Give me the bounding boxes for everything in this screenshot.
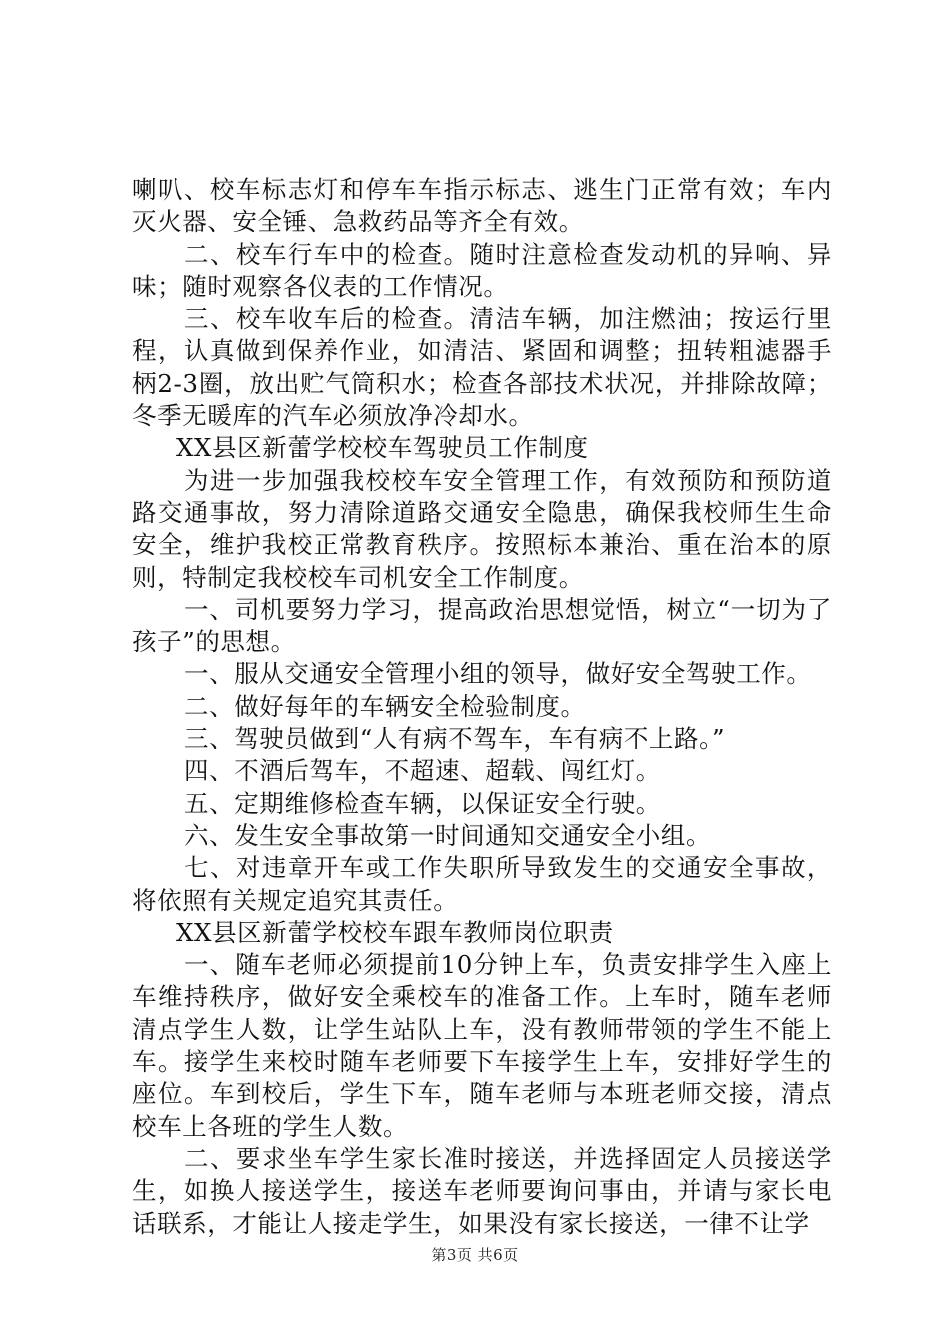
list-item-driver-5: 四、不酒后驾车，不超速、超载、闯红灯。 xyxy=(184,756,661,786)
section-title-teacher-duties: XX县区新蕾学校校车跟车教师岗位职责 xyxy=(176,917,614,947)
list-item-driver-3: 二、做好每年的车辆安全检验制度。 xyxy=(184,691,586,721)
list-item-driver-4: 三、驾驶员做到“人有病不驾车，车有病不上路。” xyxy=(184,724,726,754)
paragraph-inspection-after: 三、校车收车后的检查。清洁车辆，加注燃油；按运行里程，认真做到保养作业，如清洁、紧固和调整；扭转粗滤器手柄2-3圈，放出贮气筒积水；检查各部技术状况，并排除故障；冬季无暖库的汽车必须放净冷却水。 xyxy=(132,304,832,431)
section-title-driver-rules: XX县区新蕾学校校车驾驶员工作制度 xyxy=(176,433,589,463)
paragraph-continuation: 喇叭、校车标志灯和停车车指示标志、逃生门正常有效；车内灭火器、安全锤、急救药品等齐全有效。 xyxy=(132,175,832,237)
list-item-driver-8: 七、对违章开车或工作失职所导致发生的交通安全事故，将依照有关规定追究其责任。 xyxy=(132,853,832,915)
list-item-driver-7: 六、发生安全事故第一时间通知交通安全小组。 xyxy=(184,820,712,850)
document-body xyxy=(132,174,832,1240)
list-item-teacher-1: 一、随车老师必须提前10分钟上车，负责安排学生入座上车维持秩序，做好安全乘校车的准备工作。上车时，随车老师清点学生人数，让学生站队上车，没有教师带领的学生不能上车。接学生来校时随车老师要下车接学生上车，安排好学生的座位。车到校后，学生下车，随车老师与本班老师交接，清点校车上各班的学生人数。 xyxy=(132,950,832,1141)
paragraph-inspection-driving: 二、校车行车中的检查。随时注意检查发动机的异响、异味；随时观察各仪表的工作情况。 xyxy=(132,239,832,301)
page-number-footer: 第3页 共6页 xyxy=(431,1246,519,1264)
list-item-teacher-2: 二、要求坐车学生家长准时接送，并选择固定人员接送学生，如换人接送学生，接送车老师要询问事由，并请与家长电话联系，才能让人接走学生，如果没有家长接送，一律不让学 xyxy=(132,1143,832,1238)
list-item-driver-2: 一、服从交通安全管理小组的领导，做好安全驾驶工作。 xyxy=(184,659,812,689)
list-item-driver-1: 一、司机要努力学习，提高政治思想觉悟，树立“一切为了孩子”的思想。 xyxy=(132,594,832,657)
paragraph-driver-intro: 为进一步加强我校校车安全管理工作，有效预防和预防道路交通事故，努力清除道路交通安全隐患，确保我校师生生命安全，维护我校正常教育秩序。按照标本兼治、重在治本的原则，特制定我校校车司机安全工作制度。 xyxy=(132,465,832,592)
list-item-driver-6: 五、定期维修检查车辆，以保证安全行驶。 xyxy=(184,788,661,818)
